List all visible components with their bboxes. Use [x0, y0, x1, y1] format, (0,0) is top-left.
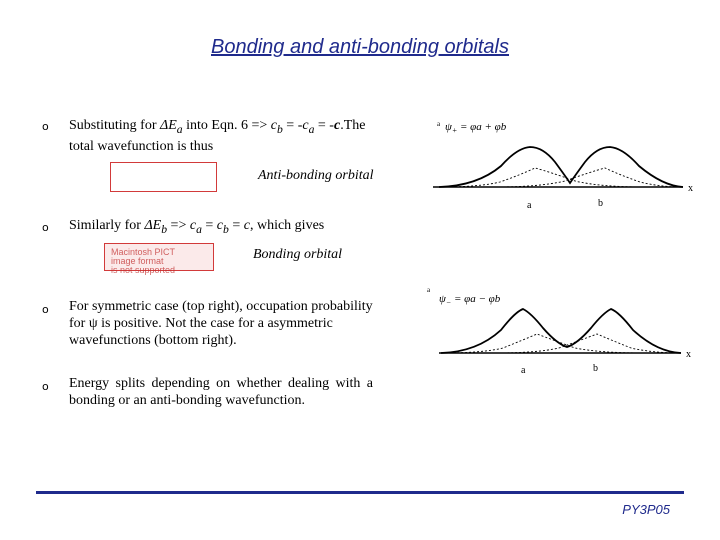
anti-bonding-label: Anti-bonding orbital [258, 168, 374, 183]
bullet-1-text: Substituting for $\Delta E_a$ into Eqn. $6 => c_b = -c_a = -c.The$ total wavefunction is thus [69, 118, 366, 154]
page-title: Bonding and anti-bonding orbitals [211, 36, 509, 58]
bullet-marker: o [42, 303, 49, 316]
unsupported-image-text: Macintosh PICT image format is not supported [111, 247, 176, 275]
bonding-label: Bonding orbital [253, 247, 343, 262]
dotted-curve [439, 168, 645, 187]
point-b-label: b [598, 198, 603, 209]
bullet-marker: o [42, 120, 49, 133]
dotted-curve [441, 334, 645, 353]
solid-curve [441, 309, 681, 353]
point-b-label: b [593, 363, 598, 374]
x-axis-label: x [686, 349, 691, 360]
bottom-wavefunction-plot [425, 282, 705, 382]
top-wavefunction-plot [425, 110, 705, 214]
bullet-3-text: For symmetric case (top right), occupation probability for ψ is positive. Not the case for a asymmetric wavefunctions (bottom right). [69, 299, 373, 348]
solid-curve [439, 147, 683, 187]
x-axis-label: x [688, 183, 693, 194]
plot-equation: $\psi_+ = \varphi a + \varphi b$ [445, 121, 507, 135]
bullet-4-text: Energy splits depending on whether dealing with a bonding or an anti-bonding wavefunction. [69, 376, 373, 408]
y-axis-label: a [427, 286, 431, 294]
course-code: PY3P05 [622, 502, 670, 517]
bullet-marker: o [42, 380, 49, 393]
unsupported-image-placeholder [104, 243, 214, 275]
point-a-label: a [521, 365, 526, 376]
plot-equation: $\psi_- = \varphi a - \varphi b$ [439, 293, 501, 307]
bullet-marker: o [42, 221, 49, 234]
equation-image-placeholder [110, 162, 217, 192]
point-a-label: a [527, 200, 532, 211]
footer-divider [36, 491, 684, 494]
y-axis-label: a [437, 120, 441, 128]
bullet-2-text: Similarly for $\Delta E_b => c_a = c_b = c$, which gives [69, 218, 325, 236]
